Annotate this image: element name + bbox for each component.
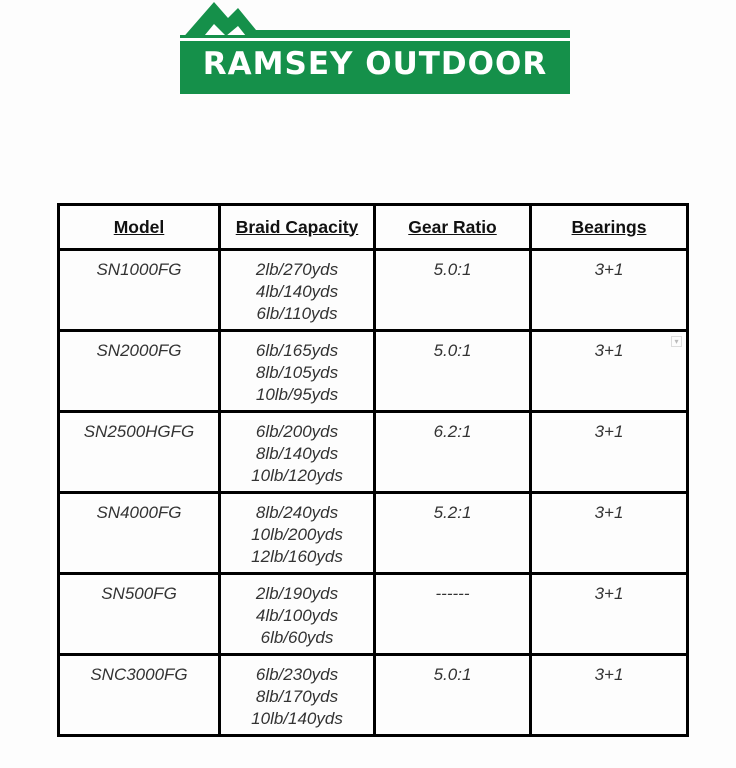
table-row — [59, 331, 688, 412]
braid-capacity-line: 2lb/190yds — [255, 584, 339, 603]
braid-capacity-line: 12lb/160yds — [251, 547, 343, 566]
specs-table — [57, 203, 689, 737]
braid-capacity-line: 10lb/120yds — [251, 466, 343, 485]
model-cell: SN2000FG — [59, 331, 220, 412]
bearings-cell: 3+1 — [531, 655, 688, 736]
braid-capacity-line: 8lb/170yds — [255, 687, 339, 706]
braid-capacity-line: 6lb/165yds — [255, 341, 339, 360]
table-row — [59, 574, 688, 655]
bearings-cell: 3+1 — [531, 574, 688, 655]
braid-capacity-line: 6lb/110yds — [256, 304, 338, 323]
table-row — [59, 493, 688, 574]
braid-cell — [220, 493, 375, 574]
braid-capacity-line: 6lb/60yds — [260, 628, 334, 647]
gear-ratio-cell: 6.2:1 — [375, 412, 531, 493]
braid-capacity-line: 6lb/200yds — [255, 422, 339, 441]
braid-cell — [220, 574, 375, 655]
braid-capacity-line: 6lb/230yds — [255, 665, 339, 684]
model-cell: SN4000FG — [59, 493, 220, 574]
model-cell: SN500FG — [59, 574, 220, 655]
braid-capacity-line: 4lb/140yds — [255, 282, 339, 301]
header-bearings: Bearings — [531, 205, 688, 250]
braid-capacity-line: 10lb/200yds — [251, 525, 343, 544]
cell-dropdown-icon[interactable]: ▾ — [671, 336, 682, 347]
bearings-cell: 3+1 — [531, 412, 688, 493]
braid-capacity-line: 8lb/140yds — [255, 444, 339, 463]
bearings-cell — [531, 331, 688, 412]
table-row — [59, 250, 688, 331]
table-row — [59, 655, 688, 736]
braid-cell — [220, 412, 375, 493]
gear-ratio-cell: ------ — [375, 574, 531, 655]
braid-capacity-line: 8lb/240yds — [255, 503, 339, 522]
header-model: Model — [59, 205, 220, 250]
gear-ratio-cell: 5.0:1 — [375, 250, 531, 331]
bearings-cell: 3+1 — [531, 493, 688, 574]
braid-capacity-line: 10lb/140yds — [251, 709, 343, 728]
braid-cell — [220, 655, 375, 736]
gear-ratio-cell: 5.2:1 — [375, 493, 531, 574]
braid-capacity-line: 2lb/270yds — [255, 260, 339, 279]
braid-capacity-line: 4lb/100yds — [255, 606, 339, 625]
model-cell: SNC3000FG — [59, 655, 220, 736]
header-braid-capacity: Braid Capacity — [220, 205, 375, 250]
braid-cell — [220, 250, 375, 331]
model-cell: SN2500HGFG — [59, 412, 220, 493]
header-gear-ratio: Gear Ratio — [375, 205, 531, 250]
bearings-value: 3+1 — [594, 341, 624, 360]
table-header-row — [59, 205, 688, 250]
braid-cell — [220, 331, 375, 412]
table-row — [59, 412, 688, 493]
bearings-cell: 3+1 — [531, 250, 688, 331]
braid-capacity-line: 8lb/105yds — [255, 363, 339, 382]
gear-ratio-cell: 5.0:1 — [375, 331, 531, 412]
gear-ratio-cell: 5.0:1 — [375, 655, 531, 736]
braid-capacity-line: 10lb/95yds — [255, 385, 339, 404]
logo-text: RAMSEY OUTDOOR — [202, 46, 548, 82]
ramsey-outdoor-logo[interactable] — [180, 0, 572, 100]
model-cell: SN1000FG — [59, 250, 220, 331]
